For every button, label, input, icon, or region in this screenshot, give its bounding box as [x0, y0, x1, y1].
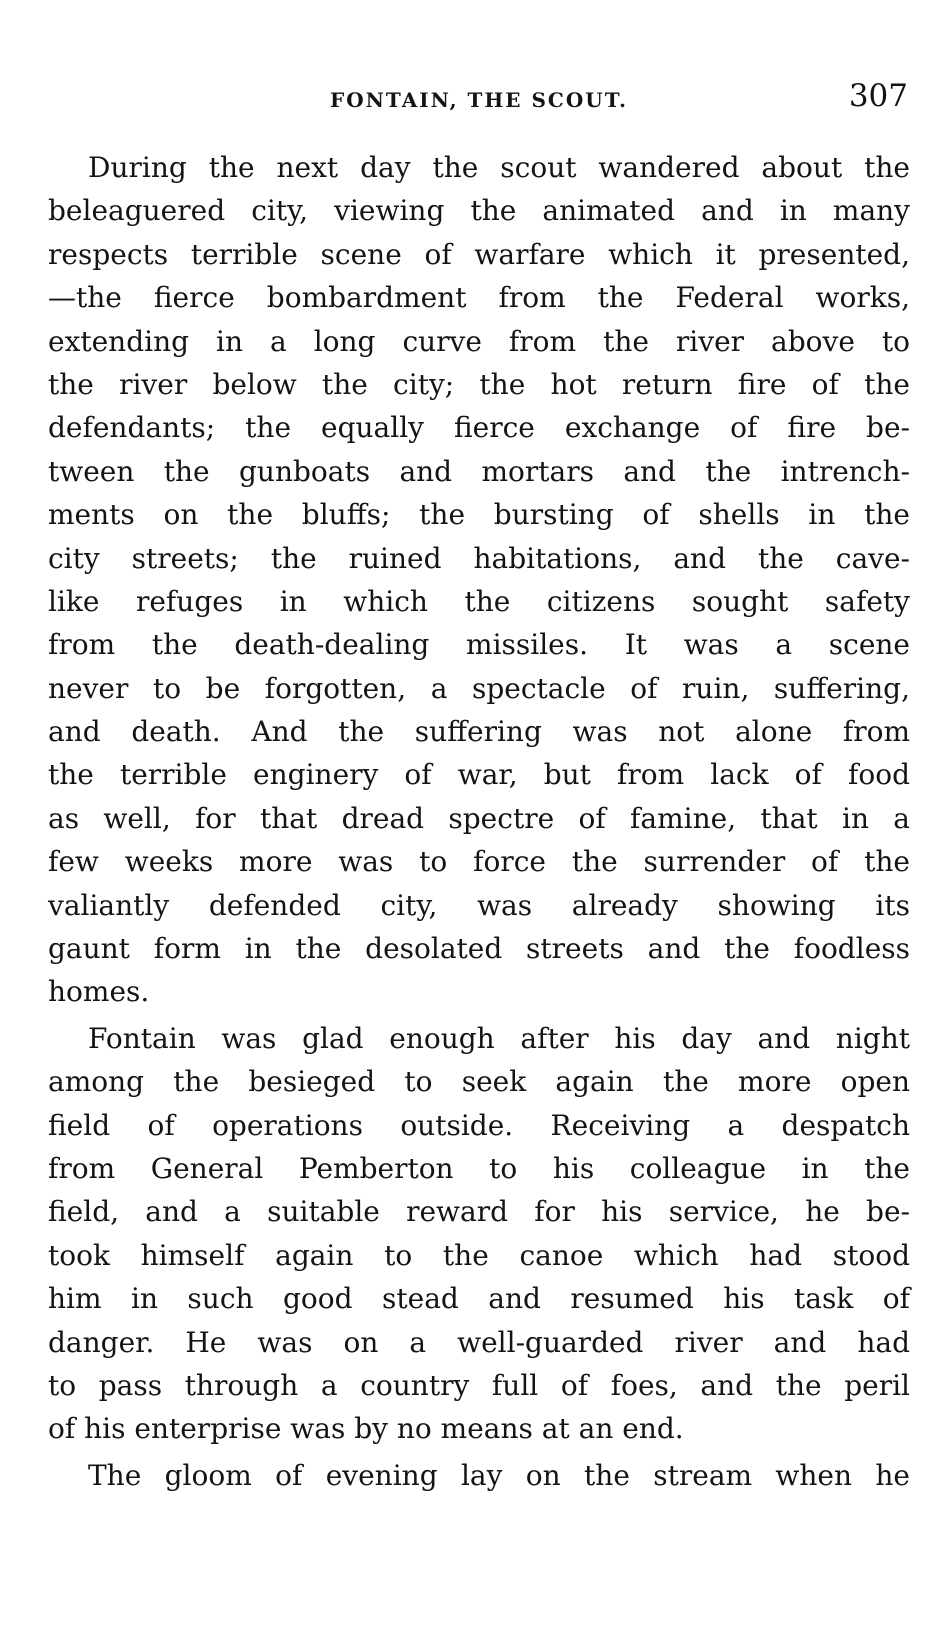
text-line: beleaguered city, viewing the animated and in many: [48, 194, 910, 228]
text-line: city streets; the ruined habitations, and the cave-: [48, 541, 910, 575]
text-line: field of operations outside. Receiving a despatch: [48, 1108, 910, 1142]
text-line: the terrible enginery of war, but from lack of food: [48, 758, 910, 792]
text-line: and death. And the suffering was not alone from: [48, 715, 910, 749]
text-line: respects terrible scene of warfare which it presented,: [48, 237, 910, 271]
text-line: —the fierce bombardment from the Federal works,: [48, 281, 910, 315]
paragraph-3: [48, 1454, 910, 1497]
running-title: FONTAIN, THE SCOUT.: [330, 88, 628, 112]
text-line: Fontain was glad enough after his day and night: [88, 1021, 910, 1055]
text-line: as well, for that dread spectre of famine, that in a: [48, 801, 910, 835]
text-line: the river below the city; the hot return fire of the: [48, 367, 910, 401]
text-line: him in such good stead and resumed his task of: [48, 1282, 910, 1316]
text-line: among the besieged to seek again the more open: [48, 1065, 910, 1099]
text-line: homes.: [48, 975, 150, 1009]
text-line: danger. He was on a well-guarded river and had: [48, 1325, 910, 1359]
text-line: ments on the bluffs; the bursting of shells in the: [48, 498, 910, 532]
text-line: tween the gunboats and mortars and the intrench-: [48, 454, 910, 488]
text-line: defendants; the equally fierce exchange of fire be-: [48, 411, 910, 445]
text-line: like refuges in which the citizens sought safety: [48, 584, 910, 618]
text-line: valiantly defended city, was already showing its: [48, 888, 910, 922]
paragraph-2: [48, 1017, 910, 1451]
text-line: took himself again to the canoe which had stood: [48, 1238, 910, 1272]
text-line: from the death-dealing missiles. It was a scene: [48, 628, 910, 662]
text-line: few weeks more was to force the surrender of the: [48, 845, 910, 879]
text-line: of his enterprise was by no means at an end.: [48, 1412, 684, 1446]
text-line: from General Pemberton to his colleague in the: [48, 1151, 910, 1185]
text-line: to pass through a country full of foes, and the peril: [48, 1368, 910, 1402]
body-text: [48, 146, 910, 1497]
page-number: 307: [848, 78, 908, 114]
running-head: [48, 78, 910, 122]
text-line: never to be forgotten, a spectacle of ruin, suffering,: [48, 671, 910, 705]
text-line: extending in a long curve from the river above to: [48, 324, 910, 358]
paragraph-1: [48, 146, 910, 1014]
text-line: field, and a suitable reward for his service, he be-: [48, 1195, 910, 1229]
text-line: gaunt form in the desolated streets and the foodless: [48, 932, 910, 966]
text-line: The gloom of evening lay on the stream when he: [88, 1458, 910, 1492]
text-line: During the next day the scout wandered about the: [88, 151, 910, 184]
